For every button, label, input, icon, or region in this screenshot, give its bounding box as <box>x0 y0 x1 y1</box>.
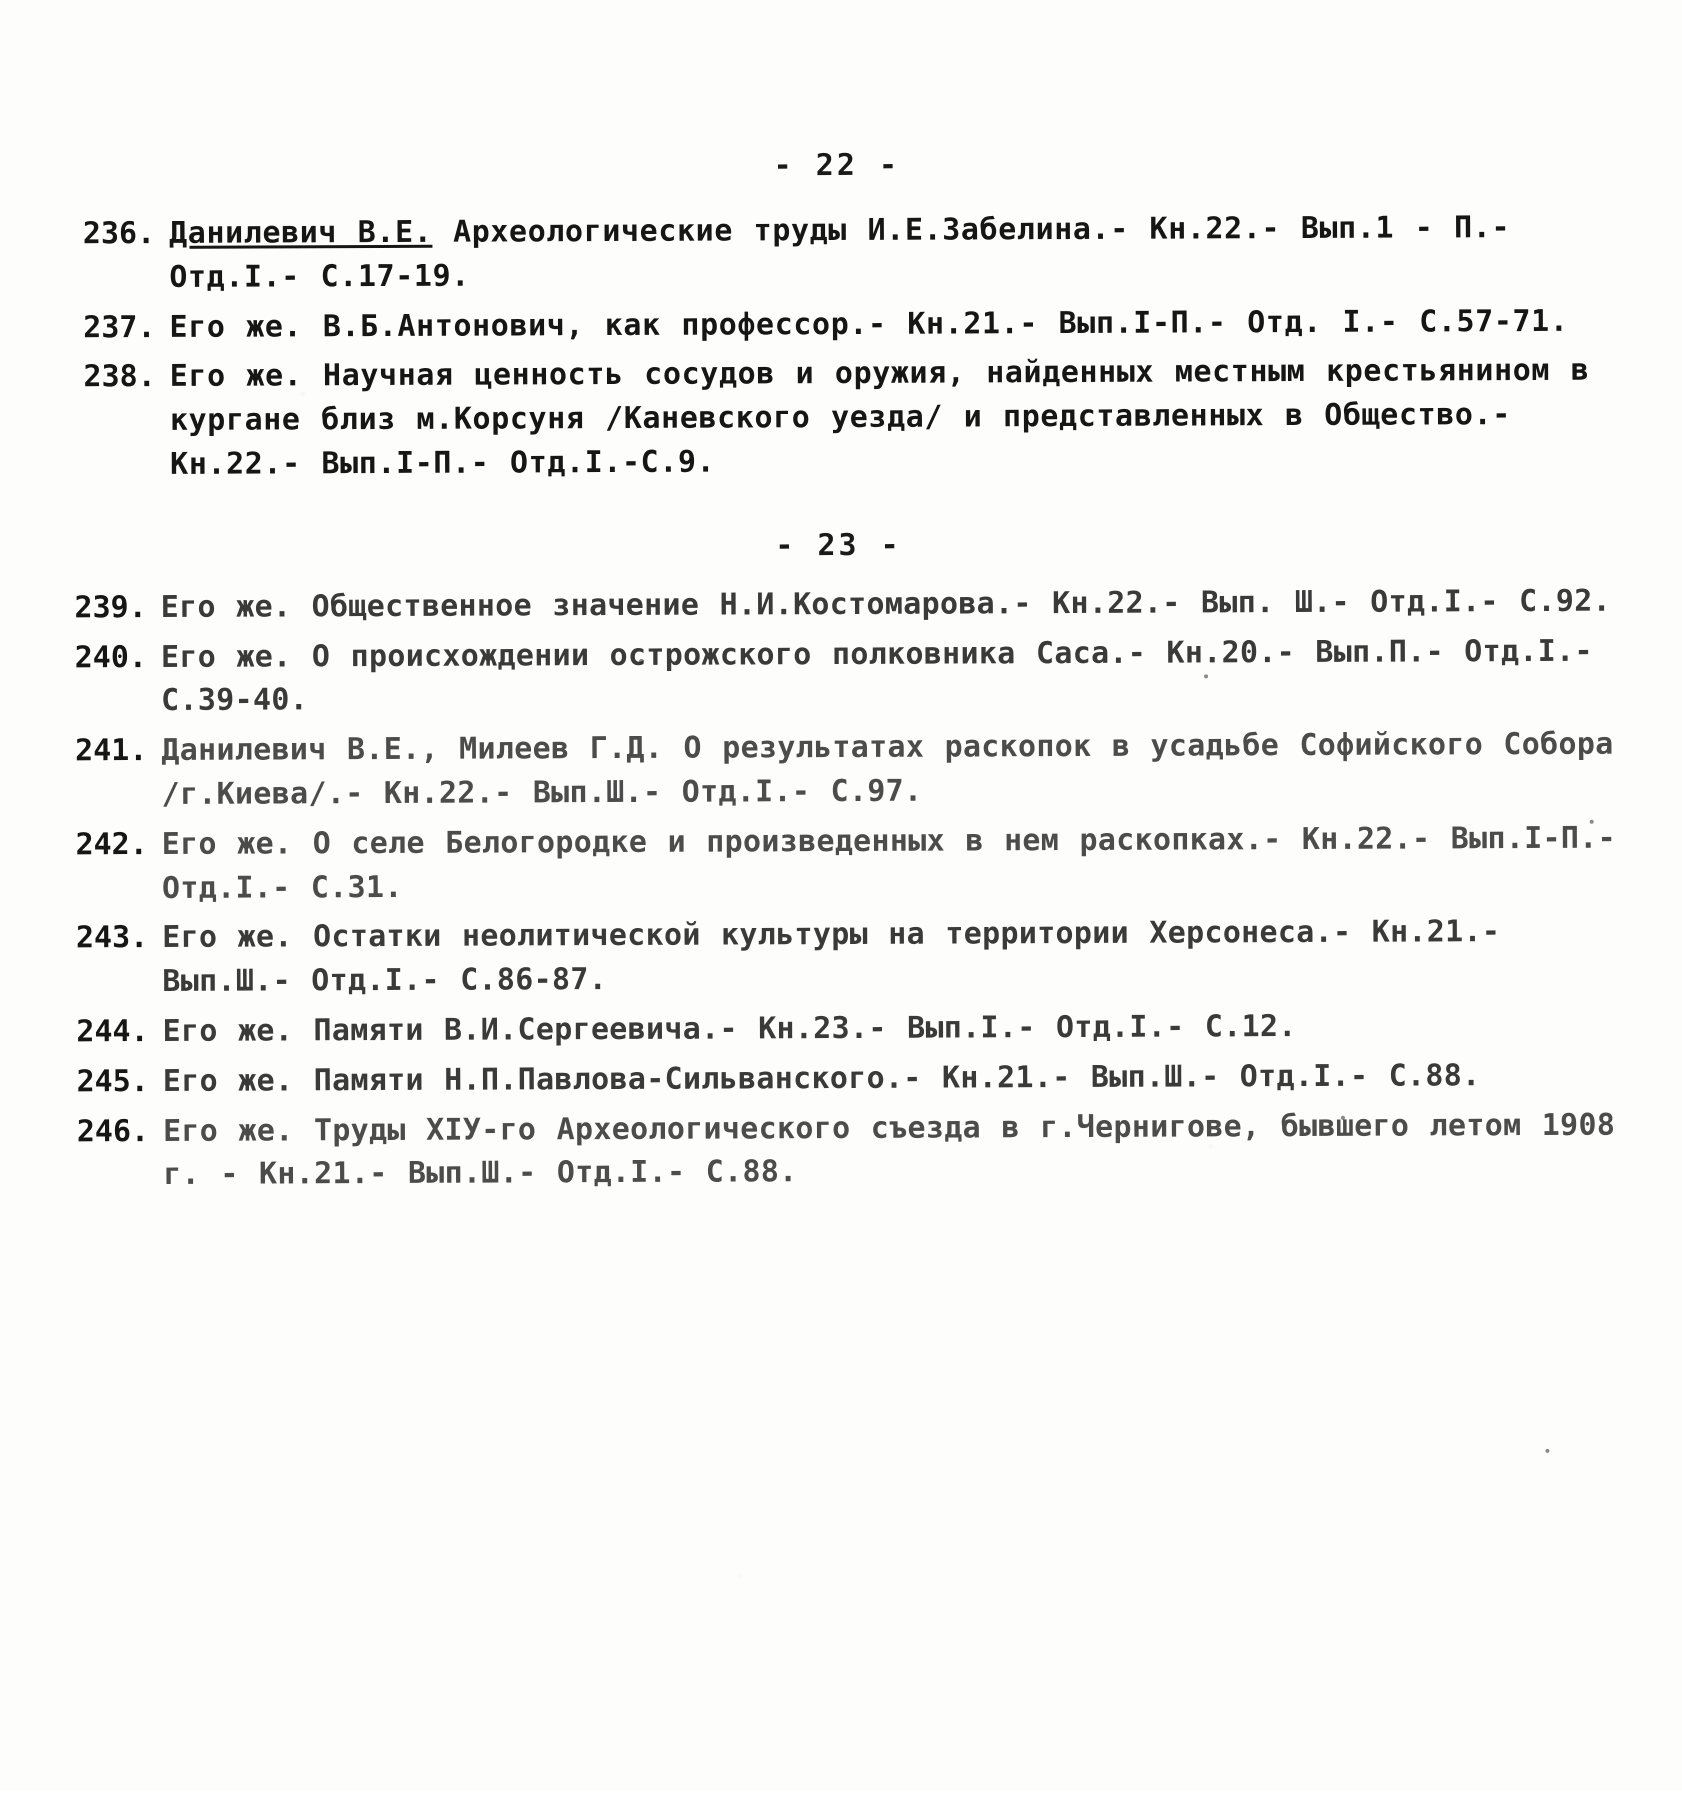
list-item <box>38 349 1639 487</box>
list-item <box>40 1003 1640 1054</box>
entry-body: Его же. Памяти В.И.Сергеевича.- Кн.23.- Вып.I.- Отд.I.- С.12. <box>162 1008 1297 1049</box>
entry-text: Археологические труды И.Е.Забелина.- Кн.22.- Вып.1 - П.- Отд.I.- С.17-19. <box>169 210 1511 295</box>
entry-number: 238. <box>83 359 156 395</box>
list-item <box>39 723 1639 818</box>
entry-list-page-23 <box>39 579 1642 1197</box>
entry-number: 241. <box>75 733 148 769</box>
entry-body <box>169 206 1637 300</box>
entry-body: Его же. Общественное значение Н.И.Костомарова.- Кн.22.- Вып. Ш.- Отд.I.- С.92. <box>160 583 1612 625</box>
entry-body: Данилевич В.Е., Милеев Г.Д. О результатах раскопок в усадьбе Софийского Собора /г.Киева/.- Кн.22.- Вып.Ш.- Отд.I.- С.97. <box>161 726 1614 812</box>
list-item <box>40 816 1640 911</box>
entry-number: 246. <box>76 1113 150 1149</box>
entry-number: 237. <box>83 309 156 345</box>
entry-body: Его же. Памяти Н.П.Павлова-Сильванского.- Кн.21.- Вып.Ш.- Отд.I.- С.88. <box>162 1057 1481 1099</box>
page-content <box>37 145 1642 1204</box>
scan-speck <box>1545 1449 1549 1453</box>
entry-number: 236. <box>82 215 156 252</box>
list-item <box>37 206 1637 301</box>
list-item <box>39 629 1639 724</box>
entry-number: 245. <box>76 1063 149 1100</box>
entry-body: Его же. О происхождении острожского полковника Саса.- Кн.20.- Вып.П.- Отд.I.- С.39-40. <box>160 633 1593 719</box>
entry-number: 242. <box>75 826 148 863</box>
list-item <box>39 579 1639 630</box>
entry-number: 243. <box>75 920 149 956</box>
entry-body: Его же. Научная ценность сосудов и оружия, найденных местным крестьянином в кургане близ м.Корсуня /Каневского уезда/ и представленных в Общество.- Кн.22.- Вып.I-П.- Отд.I.-С.9. <box>169 353 1590 482</box>
entry-author: Данилевич В.Е. <box>169 214 433 251</box>
entry-list-page-22 <box>37 206 1638 488</box>
list-item <box>37 299 1637 350</box>
list-item <box>40 910 1640 1005</box>
entry-body: Его же. В.Б.Антонович, как профессор.- Кн.21.- Вып.I-П.- Отд. I.- С.57-71. <box>169 303 1569 345</box>
entry-body: Его же. Остатки неолитической культуры на территории Херсонеса.- Кн.21.- Вып.Ш.- Отд.I.- С.86-87. <box>162 914 1501 1000</box>
entry-number: 240. <box>74 639 148 675</box>
page-number-marker-22: - 22 - <box>773 147 901 184</box>
list-item <box>41 1053 1641 1104</box>
entry-body: Его же. Труды ХIУ-го Археологического съезда в г.Чернигове, бывшего летом 1908 г. - Кн.21.- Вып.Ш.- Отд.I.- С.88. <box>162 1107 1616 1193</box>
entry-number: 239. <box>74 589 147 626</box>
page-number-marker-23: - 23 - <box>775 527 902 564</box>
entry-body: Его же. О селе Белогородке и произведенных в нем раскопках.- Кн.22.- Вып.I-П.- Отд.I.- С.31. <box>161 820 1617 906</box>
list-item <box>41 1103 1641 1198</box>
entry-number: 244. <box>76 1013 149 1050</box>
